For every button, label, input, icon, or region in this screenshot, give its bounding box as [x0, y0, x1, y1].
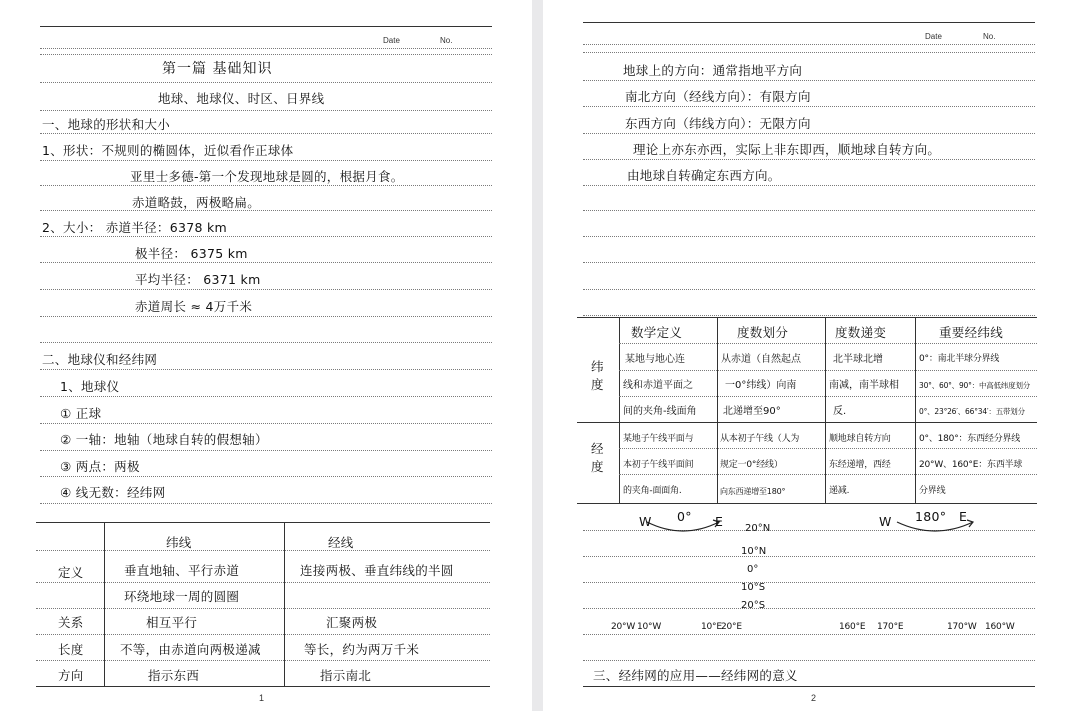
note-line: ① 正球 — [60, 406, 102, 421]
table-cell: 某地子午线平面与 — [623, 434, 694, 444]
table-cell: 南减，南半球相 — [829, 380, 899, 391]
row-label: 方向 — [58, 668, 84, 683]
table-header: 纬线 — [166, 535, 192, 550]
table-cell: 指示南北 — [320, 668, 372, 683]
table-cell: 顺地球自转方向 — [829, 434, 891, 444]
section-heading: 二、地球仪和经纬网 — [42, 352, 158, 367]
note-line: 地球上的方向：通常指地平方向 — [623, 63, 803, 78]
latitude-label: 20°N — [745, 523, 771, 534]
note-line: 赤道周长 ≈ 4万千米 — [135, 299, 253, 314]
table-cell: 递减. — [829, 486, 850, 496]
note-line: ② 一轴：地轴（地球自转的假想轴） — [60, 432, 268, 447]
note-line: 理论上亦东亦西，实际上非东即西，顺地球自转方向。 — [633, 142, 941, 157]
table-header: 度数划分 — [737, 325, 789, 340]
table-cell: 间的夹角-线面角 — [623, 406, 697, 417]
longitude-label: 170°E — [877, 622, 904, 632]
date-label: Date — [383, 36, 400, 45]
table-cell: 0°、180°：东西经分界线 — [919, 434, 1021, 444]
note-line: 极半径： 6375 km — [135, 246, 248, 261]
row-label: 长度 — [58, 642, 84, 657]
longitude-label: 170°W — [947, 622, 977, 632]
table-cell: 分界线 — [919, 486, 946, 496]
row-label-latitude: 纬度 — [591, 359, 604, 392]
date-label: Date — [925, 32, 942, 41]
latitude-label: 10°S — [741, 582, 766, 593]
arc-east-label: E — [715, 514, 724, 529]
note-line: 1、地球仪 — [60, 379, 120, 394]
number-label: No. — [440, 36, 453, 45]
latitude-label: 0° — [747, 564, 759, 575]
latitude-label: 20°S — [741, 600, 766, 611]
notebook-page-1 — [0, 0, 532, 711]
page-title: 第一篇 基础知识 — [162, 61, 273, 77]
note-line: 南北方向（经线方向）：有限方向 — [625, 89, 811, 104]
longitude-label: 10°W — [637, 622, 662, 632]
page-number: 2 — [811, 693, 817, 703]
table-header: 数学定义 — [631, 325, 683, 340]
number-label: No. — [983, 32, 996, 41]
table-cell: 0°、23°26′、66°34′：五带划分 — [919, 407, 1025, 416]
longitude-label: 10°E — [701, 622, 722, 632]
table-cell: 等长，约为两万千米 — [304, 642, 420, 657]
table-cell: 的夹角-面面角. — [623, 486, 682, 496]
row-label: 关系 — [58, 615, 84, 630]
table-cell: 北半球北增 — [833, 354, 883, 365]
table-cell: 相互平行 — [146, 615, 198, 630]
row-label: 定义 — [58, 565, 84, 580]
longitude-label: 160°W — [985, 622, 1015, 632]
table-header: 经线 — [328, 535, 354, 550]
table-cell: 某地与地心连 — [625, 354, 685, 365]
section-heading: 三、经纬网的应用——经纬网的意义 — [593, 668, 798, 683]
notebook-page-2 — [543, 0, 1080, 711]
arc-east-label: E — [959, 509, 968, 524]
table-cell: 本初子午线平面间 — [623, 460, 694, 470]
table-cell: 0°：南北半球分界线 — [919, 354, 1000, 364]
table-cell: 指示东西 — [148, 668, 200, 683]
table-cell: 环绕地球一周的圆圈 — [124, 589, 240, 604]
page-number: 1 — [259, 693, 265, 703]
table-cell: 20°W、160°E：东西半球 — [919, 460, 1023, 470]
note-line: 2、大小： 赤道半径：6378 km — [42, 220, 228, 235]
arc-west-label: W — [639, 514, 652, 529]
longitude-label: 160°E — [839, 622, 866, 632]
note-line: ④ 线无数：经纬网 — [60, 485, 166, 500]
table-cell: 线和赤道平面之 — [623, 380, 693, 391]
table-cell: 垂直地轴、平行赤道 — [124, 563, 240, 578]
longitude-label: 20°E — [721, 622, 742, 632]
table-cell: 汇聚两极 — [326, 615, 378, 630]
table-cell: 反. — [833, 406, 847, 417]
row-label-longitude: 经度 — [591, 441, 604, 474]
note-line: 亚里士多德-第一个发现地球是圆的，根据月食。 — [130, 169, 404, 184]
table-cell: 向东西递增至180° — [720, 487, 786, 496]
note-line: 赤道略鼓，两极略扁。 — [132, 195, 261, 210]
table-cell: 从赤道（自然起点 — [721, 354, 801, 365]
table-cell: 北递增至90° — [723, 406, 781, 417]
arc-west-label: W — [879, 514, 892, 529]
note-line: ③ 两点：两极 — [60, 459, 140, 474]
latitude-label: 10°N — [741, 546, 767, 557]
note-line: 东西方向（纬线方向）：无限方向 — [625, 116, 811, 131]
section-heading: 一、地球的形状和大小 — [42, 117, 171, 132]
table-header: 重要经纬线 — [939, 325, 1004, 340]
table-cell: 不等，由赤道向两极递减 — [120, 642, 261, 657]
page-subtitle: 地球、地球仪、时区、日界线 — [158, 91, 325, 106]
longitude-label: 20°W — [611, 622, 636, 632]
arc-degree-label: 180° — [915, 509, 947, 524]
arc-degree-label: 0° — [677, 509, 692, 524]
note-line: 1、形状：不规则的椭圆体，近似看作正球体 — [42, 143, 294, 158]
table-cell: 连接两极、垂直纬线的半圆 — [300, 563, 454, 578]
table-cell: 30°、60°、90°：中高低纬度划分 — [919, 381, 1031, 390]
note-line: 平均半径： 6371 km — [135, 272, 261, 287]
table-header: 度数递变 — [835, 325, 887, 340]
note-line: 由地球自转确定东西方向。 — [627, 168, 781, 183]
table-cell: 一0°纬线）向南 — [725, 380, 797, 391]
table-cell: 东经递增，西经 — [829, 460, 891, 470]
table-cell: 规定一0°经线） — [720, 460, 783, 470]
table-cell: 从本初子午线（人为 — [720, 434, 800, 444]
